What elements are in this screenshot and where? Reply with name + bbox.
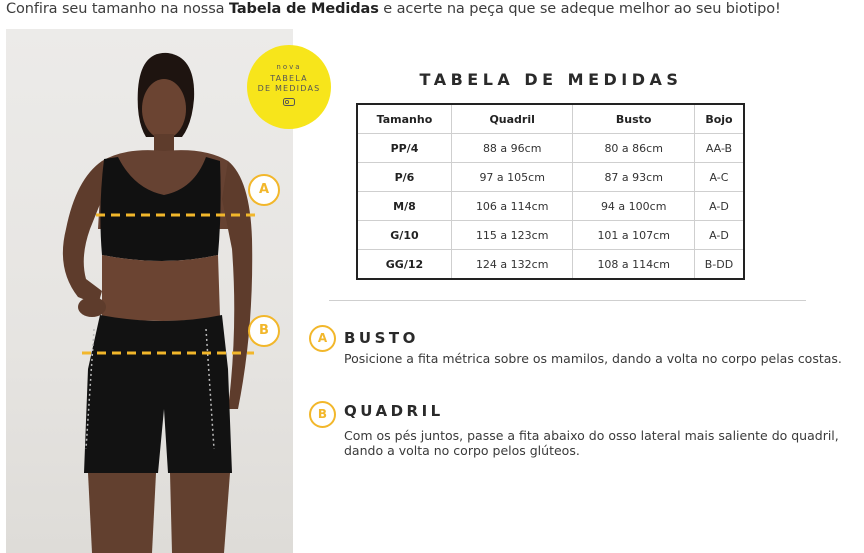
cell-hip: 88 a 96cm	[451, 134, 573, 163]
cell-bust: 108 a 114cm	[573, 250, 695, 280]
section-hip-text-line2: dando a volta no corpo pelos glúteos.	[344, 443, 580, 458]
section-bust-text: Posicione a fita métrica sobre os mamilos, dando a volta no corpo pelas costas.	[344, 351, 842, 366]
size-table-title: TABELA DE MEDIDAS	[419, 70, 683, 89]
cell-hip: 106 a 114cm	[451, 192, 573, 221]
intro-after: e acerte na peça que se adeque melhor ao seu biotipo!	[378, 1, 781, 17]
cell-cup: A-C	[694, 163, 744, 192]
section-b-marker: B	[309, 401, 336, 428]
table-row	[357, 192, 744, 221]
section-a-marker: A	[309, 325, 336, 352]
cell-bust: 87 a 93cm	[573, 163, 695, 192]
table-row	[357, 250, 744, 280]
badge-line2-wrap	[247, 74, 331, 94]
cell-cup: A-D	[694, 192, 744, 221]
cell-hip: 124 a 132cm	[451, 250, 573, 280]
size-table	[356, 103, 745, 280]
section-hip-text-line1: Com os pés juntos, passe a fita abaixo do osso lateral mais saliente do quadril,	[344, 428, 839, 443]
badge-line2: TABELA	[270, 74, 308, 83]
header-hip: Quadril	[451, 104, 573, 134]
badge-line1: nova	[276, 63, 302, 71]
section-hip-title: QUADRIL	[344, 402, 444, 420]
measuring-tape-icon	[283, 98, 295, 106]
table-row	[357, 221, 744, 250]
section-bust-title: BUSTO	[344, 329, 419, 347]
cell-size: PP/4	[357, 134, 451, 163]
intro-text	[6, 1, 781, 17]
cell-bust: 101 a 107cm	[573, 221, 695, 250]
intro-bold: Tabela de Medidas	[228, 1, 379, 17]
cell-cup: A-D	[694, 221, 744, 250]
table-row	[357, 134, 744, 163]
intro-before: Confira seu tamanho na nossa	[6, 1, 229, 17]
photo-marker-a: A	[248, 174, 280, 206]
cell-hip: 115 a 123cm	[451, 221, 573, 250]
section-divider	[329, 300, 806, 301]
cell-hip: 97 a 105cm	[451, 163, 573, 192]
cell-size: P/6	[357, 163, 451, 192]
cell-size: G/10	[357, 221, 451, 250]
cell-cup: B-DD	[694, 250, 744, 280]
model-photo	[6, 29, 293, 553]
cell-size: GG/12	[357, 250, 451, 280]
size-table-header-row	[357, 104, 744, 134]
cell-bust: 80 a 86cm	[573, 134, 695, 163]
header-cup: Bojo	[694, 104, 744, 134]
table-row	[357, 163, 744, 192]
model-illustration	[6, 29, 293, 553]
photo-marker-b: B	[248, 315, 280, 347]
badge-line3: DE MEDIDAS	[257, 84, 321, 93]
cell-size: M/8	[357, 192, 451, 221]
cell-cup: AA-B	[694, 134, 744, 163]
header-size: Tamanho	[357, 104, 451, 134]
cell-bust: 94 a 100cm	[573, 192, 695, 221]
new-size-chart-badge	[247, 45, 331, 129]
header-bust: Busto	[573, 104, 695, 134]
